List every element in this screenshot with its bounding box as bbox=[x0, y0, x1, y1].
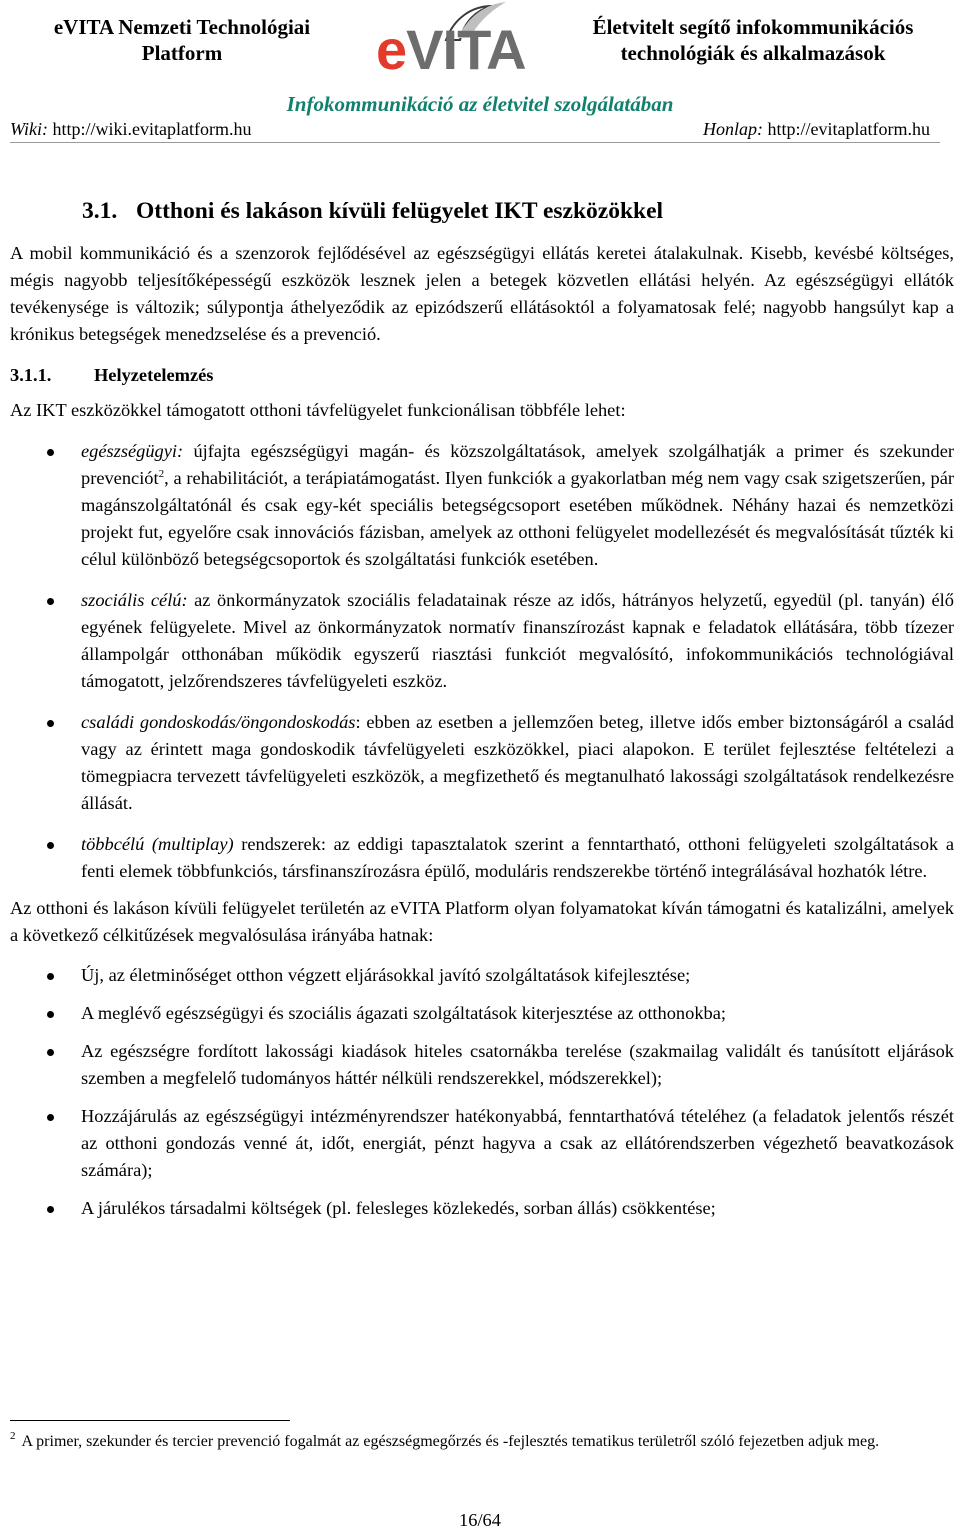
list-item-term: családi gondoskodás/öngondoskodás bbox=[81, 712, 356, 732]
bullet-icon bbox=[47, 1206, 54, 1213]
bullet-icon bbox=[47, 1049, 54, 1056]
bullet-icon bbox=[47, 1011, 54, 1018]
list-item bbox=[10, 1038, 954, 1092]
list-item bbox=[10, 709, 954, 817]
list-item-text: az önkormányzatok szociális feladatainak része az idős, hátrányos helyzetű, egyedül (pl. tanyán) élő egyének felügyelete. Mivel az önkormányzatok normatív finanszírozást kapnak e feladatok ellátására, több tízezer állampolgár otthonában működik egyszerű riasztási funkciót megvalósító, infokommunikációs technológiával támogatott, jelzőrendszeres távfelügyeleti eszköz. bbox=[81, 590, 954, 691]
list-item bbox=[10, 1000, 954, 1027]
bullet-icon bbox=[47, 720, 54, 727]
subsection-number: 3.1.1. bbox=[10, 365, 52, 385]
page-number: 16/64 bbox=[459, 1510, 501, 1530]
header-divider bbox=[10, 142, 940, 143]
list-item bbox=[10, 438, 954, 573]
list-item-text: A meglévő egészségügyi és szociális ágazati szolgáltatások kiterjesztése az otthonokba; bbox=[81, 1003, 726, 1023]
subsection-title: Helyzetelemzés bbox=[94, 365, 214, 385]
list-item-term: többcélú (multiplay) bbox=[81, 834, 234, 854]
page-header bbox=[0, 0, 960, 150]
footnote-ref[interactable]: 2 bbox=[158, 468, 165, 480]
function-types-list bbox=[10, 438, 954, 885]
lead-paragraph: Az IKT eszközökkel támogatott otthoni távfelügyelet funkcionálisan többféle lehet: bbox=[10, 400, 626, 420]
header-platform-name bbox=[32, 14, 332, 66]
homepage-label: Honlap: bbox=[703, 119, 764, 139]
section-title: Otthoni és lakáson kívüli felügyelet IKT eszközökkel bbox=[136, 198, 664, 224]
list-item bbox=[10, 587, 954, 695]
list-item-text: rendszerek: az eddigi tapasztalatok szerint a fenntartható, otthoni felügyeleti szolgáltatások a fenti elemek többfunkciós, társfinanszírozásra épülő, moduláris rendszerekbe történő integrálásával hozhatók létre. bbox=[81, 834, 955, 881]
goals-intro-paragraph: Az otthoni és lakáson kívüli felügyelet területén az eVITA Platform olyan folyamatokat kíván támogatni és katalizálni, amelyek a következő célkitűzések megvalósulása irányába hatnak: bbox=[10, 898, 954, 945]
header-right-line1: Életvitelt segítő infokommunikációs bbox=[592, 15, 914, 39]
section-number: 3.1. bbox=[82, 198, 118, 224]
list-item-text: Új, az életminőséget otthon végzett eljárásokkal javító szolgáltatások kifejlesztése; bbox=[81, 965, 691, 985]
bullet-icon bbox=[47, 449, 54, 456]
list-item bbox=[10, 962, 954, 989]
document-body bbox=[10, 196, 954, 1233]
wiki-url-link[interactable]: http://wiki.evitaplatform.hu bbox=[52, 119, 252, 139]
header-subtitle bbox=[568, 14, 938, 66]
goals-list bbox=[10, 962, 954, 1222]
bullet-icon bbox=[47, 973, 54, 980]
header-left-line2: Platform bbox=[141, 41, 223, 65]
list-item-term: szociális célú: bbox=[81, 590, 188, 610]
wiki-label: Wiki: bbox=[10, 119, 48, 139]
list-item-text: Hozzájárulás az egészségügyi intézményrendszer hatékonyabbá, fenntarthatóvá tételéhez (a feladatok jelentős részét az otthoni gondozás venné át, időt, energiát, pénzt hagyva a csak az ellátórendszerben végezhető beavatkozások számára); bbox=[81, 1106, 954, 1180]
list-item-text: Az egészségre fordított lakossági kiadások hiteles csatornákba terelése (szakmailag validált és tanúsított eljárások szemben a megfelelő tudományos háttér nélküli rendszerekkel, módszerekkel); bbox=[81, 1041, 954, 1088]
bullet-icon bbox=[47, 598, 54, 605]
footnote-text: A primer, szekunder és tercier prevenció fogalmát az egészségmegőrzés és -fejlesztés tematikus területről szóló fejezetben adjuk meg. bbox=[21, 1433, 880, 1450]
logo-letter-e: e bbox=[376, 18, 407, 81]
list-item-term: egészségügyi: bbox=[81, 441, 184, 461]
footnote-mark: 2 bbox=[10, 1430, 16, 1442]
homepage-url-link[interactable]: http://evitaplatform.hu bbox=[767, 119, 930, 139]
subsection-heading bbox=[10, 362, 954, 389]
list-item-text: A járulékos társadalmi költségek (pl. felesleges közlekedés, sorban állás) csökkentése; bbox=[81, 1198, 716, 1218]
footnote bbox=[10, 1430, 938, 1454]
bullet-icon bbox=[47, 1114, 54, 1121]
wiki-link-line bbox=[10, 118, 251, 140]
list-item bbox=[10, 1195, 954, 1222]
logo-letters-vita: VITA bbox=[406, 18, 526, 81]
evita-logo bbox=[376, 0, 560, 84]
header-left-line1: eVITA Nemzeti Technológiai bbox=[53, 15, 311, 39]
header-tagline: Infokommunikáció az életvitel szolgálatában bbox=[286, 92, 674, 116]
section-heading bbox=[82, 196, 954, 226]
bullet-icon bbox=[47, 842, 54, 849]
header-right-line2: technológiák és alkalmazások bbox=[620, 41, 886, 65]
list-item-text: újfajta egészségügyi magán- és közszolgáltatások, amelyek szolgálhatják a primer és szekunder prevenciót bbox=[81, 441, 954, 488]
logo-wordmark bbox=[376, 18, 526, 82]
homepage-link-line bbox=[703, 118, 930, 140]
footnote-divider bbox=[10, 1420, 290, 1421]
list-item-text: : ebben az esetben a jellemzően beteg, illetve idős ember biztonságáról a család vagy az érintett maga gondoskodik távfelügyeleti eszközökkel, piaci alapokon. E terület fejlesztése feltételezi a tömegpiacra tervezett távfelügyeleti eszközök, a megfizethető és megtanulható lakossági szolgáltatások rendelkezésre állását. bbox=[81, 712, 954, 813]
list-item bbox=[10, 831, 954, 885]
list-item-text-cont: , a rehabilitációt, a terápiatámogatást. Ilyen funkciók a gyakorlatban még nem vagy csak szigetszerűen, pár magánszolgáltatónál és csak egy-két speciális betegségcsoport esetében működnek. Néhány hazai és nemzetközi projekt fut, egyelőre csak innovációs fázisban, amelyek az otthoni felügyelet modellezését és megvalósítását tűzték ki célul különböző betegségcsoportok és szolgáltatási funkciók esetében. bbox=[81, 468, 954, 569]
intro-paragraph: A mobil kommunikáció és a szenzorok fejlődésével az egészségügyi ellátás keretei átalakulnak. Kisebb, kevésbé költséges, mégis nagyobb teljesítőképességű eszközök lesznek jelen a betegek közvetlen ellátási helyén. Az egészségügyi ellátók tevékenysége is változik; súlypontja áthelyeződik az epizódszerű ellátásoktól a folyamatosak felé; nagyobb hangsúlyt kap a krónikus betegségek menedzselése és a prevenció. bbox=[10, 243, 954, 344]
list-item bbox=[10, 1103, 954, 1184]
